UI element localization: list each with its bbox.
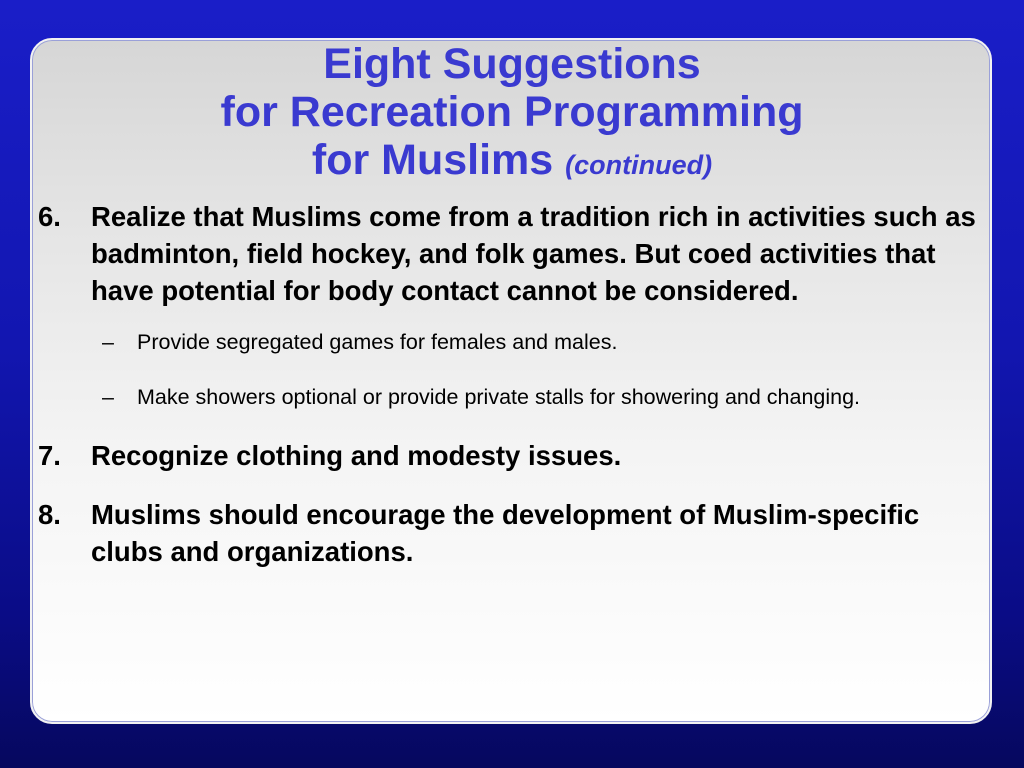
list-item-number: 7. bbox=[38, 440, 61, 471]
sub-item-text: Provide segregated games for females and males. bbox=[137, 330, 618, 354]
list-item-7 bbox=[38, 437, 988, 474]
list-item-text: Muslims should encourage the development of Muslim-specific clubs and organizations. bbox=[91, 499, 920, 567]
slide-content bbox=[38, 198, 988, 588]
sub-item-dash: – bbox=[102, 385, 114, 409]
list-item-number: 6. bbox=[38, 201, 61, 232]
sub-item-text: Make showers optional or provide private stalls for showering and changing. bbox=[137, 385, 861, 409]
sub-item-1 bbox=[38, 327, 988, 358]
sub-item-dash: – bbox=[102, 330, 114, 354]
list-item-6 bbox=[38, 198, 988, 309]
title-line-3 bbox=[0, 136, 1024, 189]
sub-item-2 bbox=[38, 382, 988, 413]
slide-title bbox=[0, 40, 1024, 189]
list-item-text: Realize that Muslims come from a tradition rich in activities such as badminton, field hockey, and folk games. But coed activities that have potential for body contact cannot be considered. bbox=[91, 201, 976, 306]
list-item-text: Recognize clothing and modesty issues. bbox=[91, 440, 622, 471]
list-item-8 bbox=[38, 496, 988, 570]
title-line-2: for Recreation Programming bbox=[220, 88, 804, 136]
title-line-1: Eight Suggestions bbox=[323, 40, 701, 88]
title-line-3-text: for Muslims bbox=[311, 136, 554, 184]
title-continued: (continued) bbox=[565, 150, 713, 180]
list-item-number: 8. bbox=[38, 499, 61, 530]
